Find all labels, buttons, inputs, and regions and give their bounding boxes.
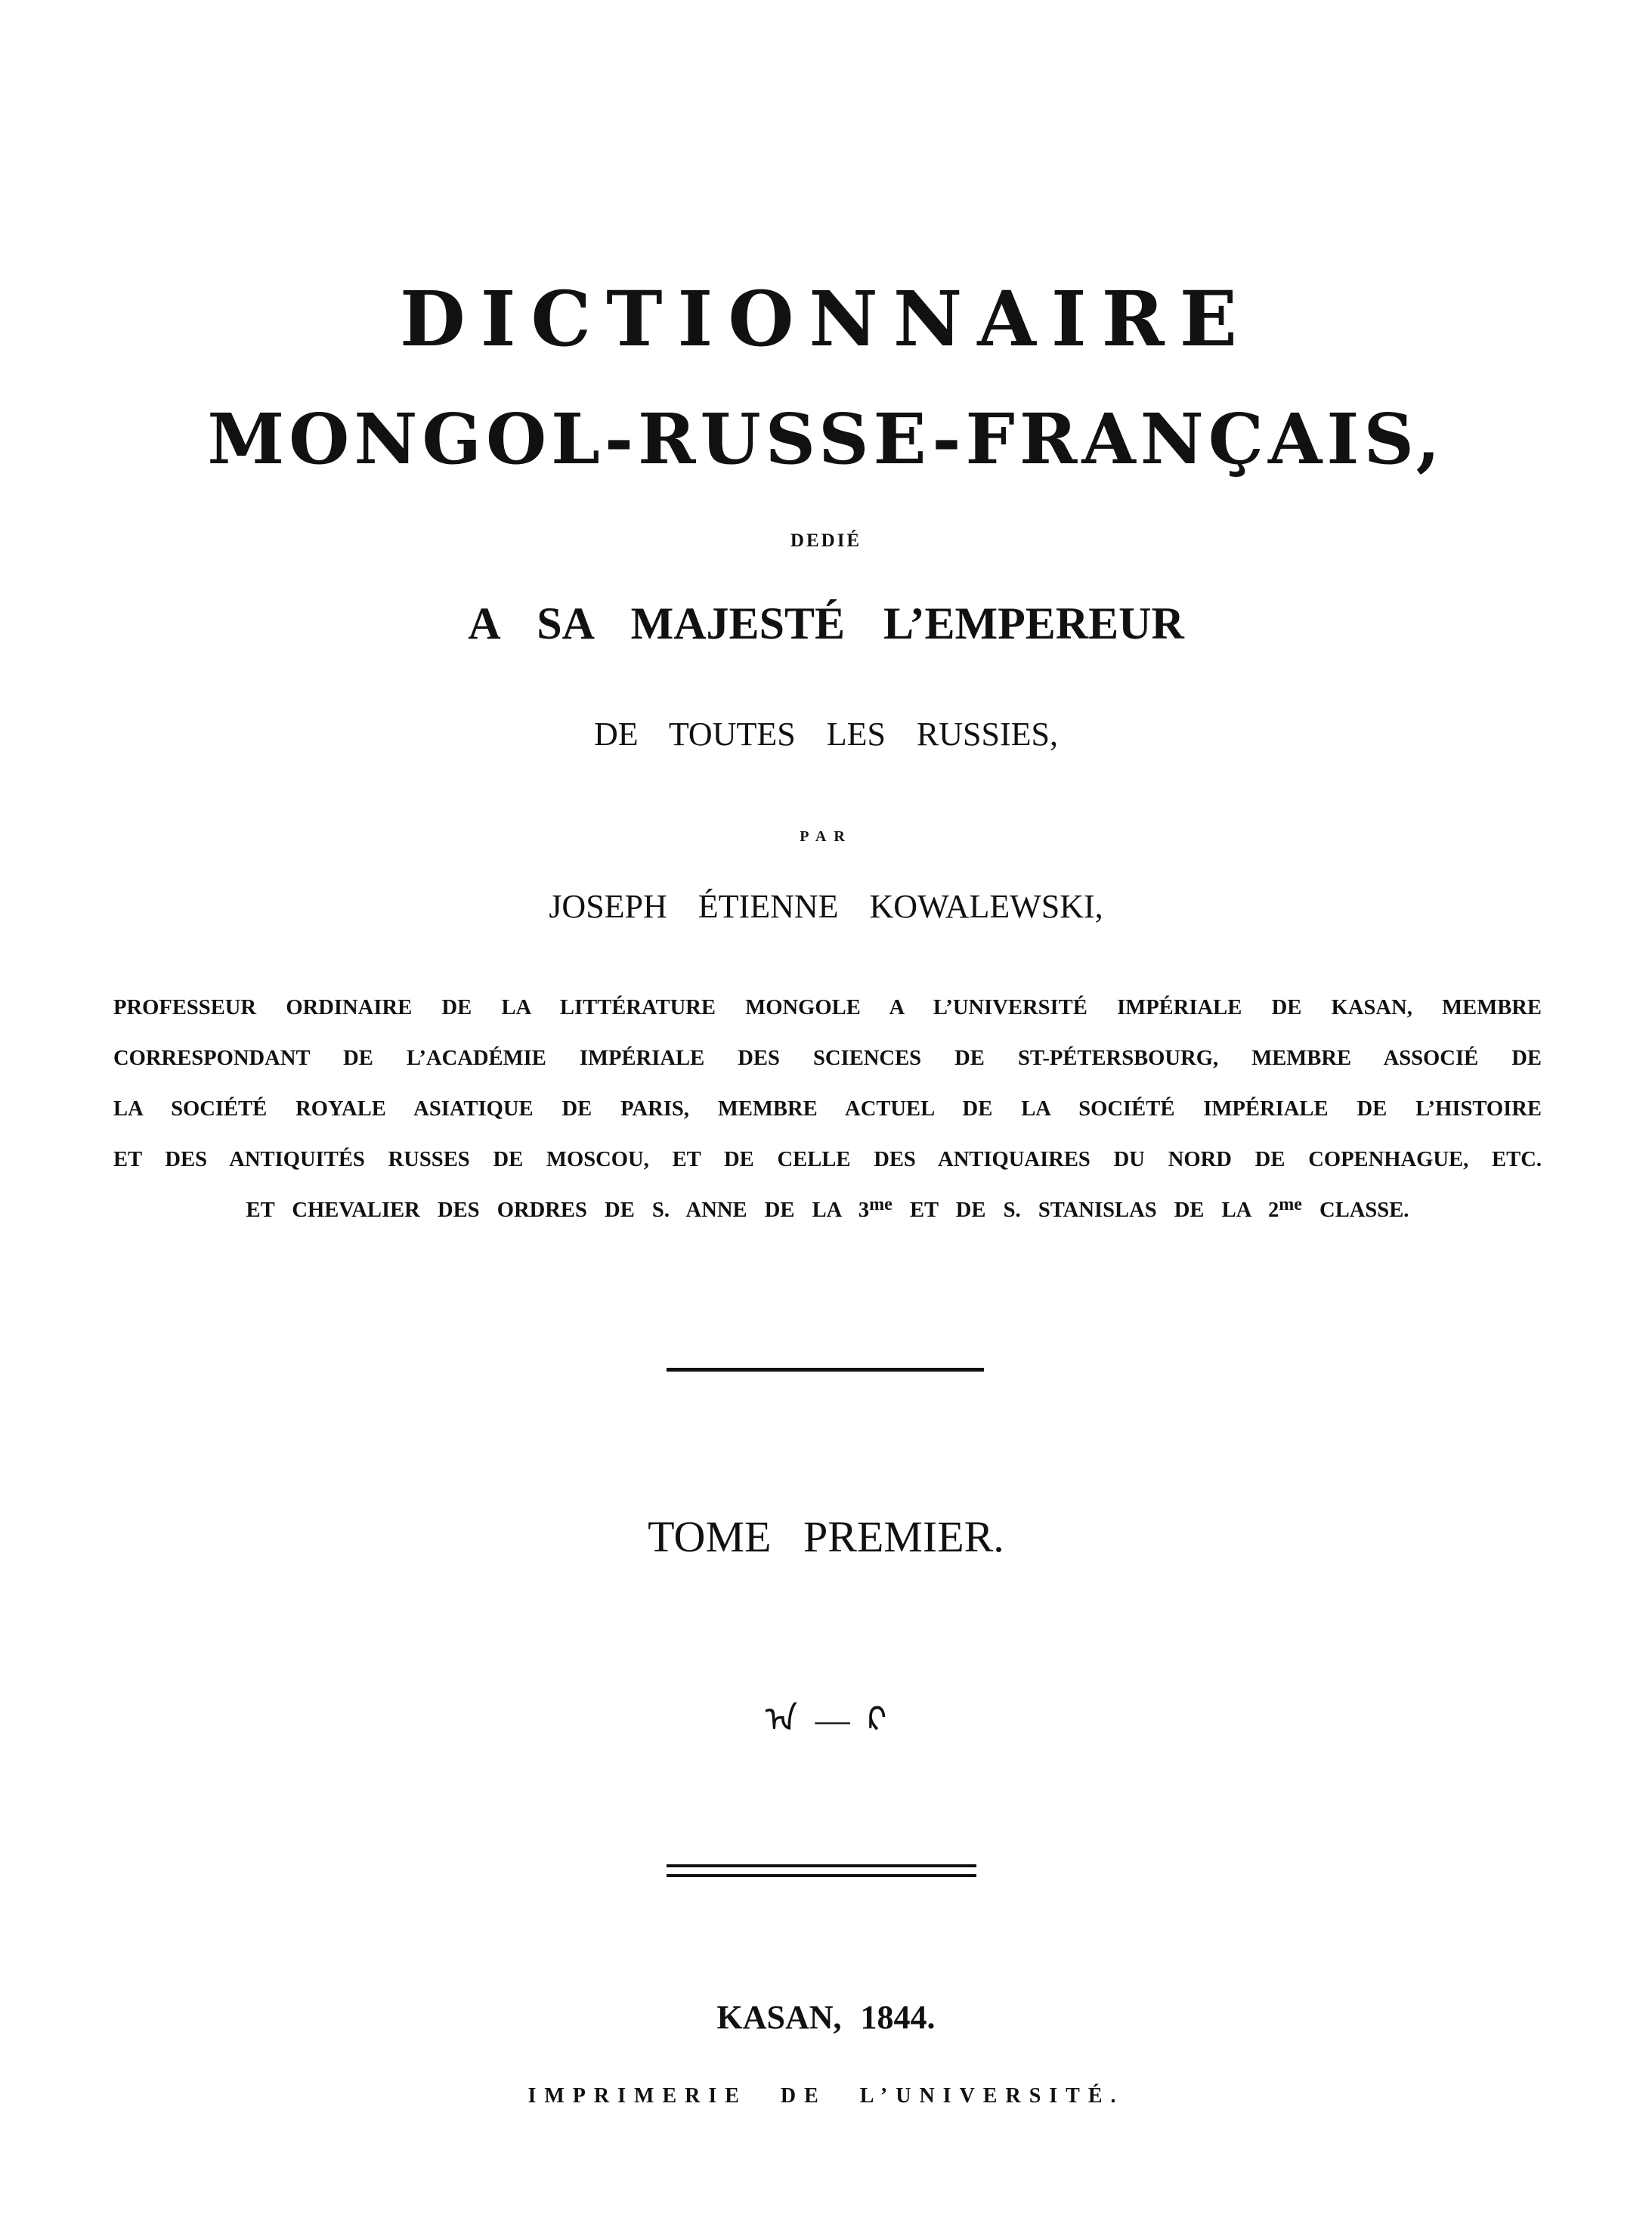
author-titles-line: PROFESSEUR ORDINAIRE DE LA LITTÉRATURE MONGOLE A L’UNIVERSITÉ IMPÉRIALE DE KASAN, MEMBRE	[113, 996, 1542, 1019]
dedication-line-2: DE TOUTES LES RUSSIES,	[593, 716, 1058, 753]
dedication-line-1: A SA MAJESTÉ L’EMPEREUR	[468, 599, 1184, 648]
order-class-number: 3	[858, 1199, 870, 1222]
dedication-word: DEDIÉ	[790, 530, 862, 551]
author-titles-line: LA SOCIÉTÉ ROYALE ASIATIQUE DE PARIS, MEMBRE ACTUEL DE LA SOCIÉTÉ IMPÉRIALE DE L’HISTOIRE	[113, 1097, 1542, 1121]
divider-rule	[667, 1368, 984, 1372]
ordinal-suffix: me	[869, 1195, 893, 1214]
author-titles-line	[113, 1185, 1542, 1236]
titles-text: ET DE S. STANISLAS DE LA	[892, 1199, 1268, 1222]
author-titles-block	[113, 982, 1542, 1236]
titles-text: ET CHEVALIER DES ORDRES DE S. ANNE DE LA	[246, 1199, 858, 1222]
author-titles-line: CORRESPONDANT DE L’ACADÉMIE IMPÉRIALE DES SCIENCES DE ST-PÉTERSBOURG, MEMBRE ASSOCIÉ DE	[113, 1047, 1542, 1070]
double-rule-bottom	[667, 1874, 976, 1877]
double-rule-top	[667, 1864, 976, 1867]
mongolian-letter-range: ᠠ — ᠺ	[765, 1700, 887, 1739]
book-title-line-1: DICTIONNAIRE	[400, 274, 1252, 363]
imprint-city-year: KASAN, 1844.	[716, 1999, 936, 2036]
by-word: PAR	[800, 828, 852, 845]
imprint-printer: IMPRIMERIE DE L’UNIVERSITÉ.	[527, 2084, 1125, 2108]
titles-text: CLASSE.	[1301, 1199, 1409, 1222]
ordinal-suffix: me	[1279, 1195, 1302, 1214]
order-class-number: 2	[1267, 1199, 1279, 1222]
volume-label: TOME PREMIER.	[648, 1512, 1004, 1561]
author-titles-line: ET DES ANTIQUITÉS RUSSES DE MOSCOU, ET DE CELLE DES ANTIQUAIRES DU NORD DE COPENHAGUE, ETC.	[113, 1148, 1542, 1171]
book-title-line-2: MONGOL-RUSSE-FRANÇAIS,	[207, 398, 1445, 480]
author-name: JOSEPH ÉTIENNE KOWALEWSKI,	[549, 888, 1103, 925]
